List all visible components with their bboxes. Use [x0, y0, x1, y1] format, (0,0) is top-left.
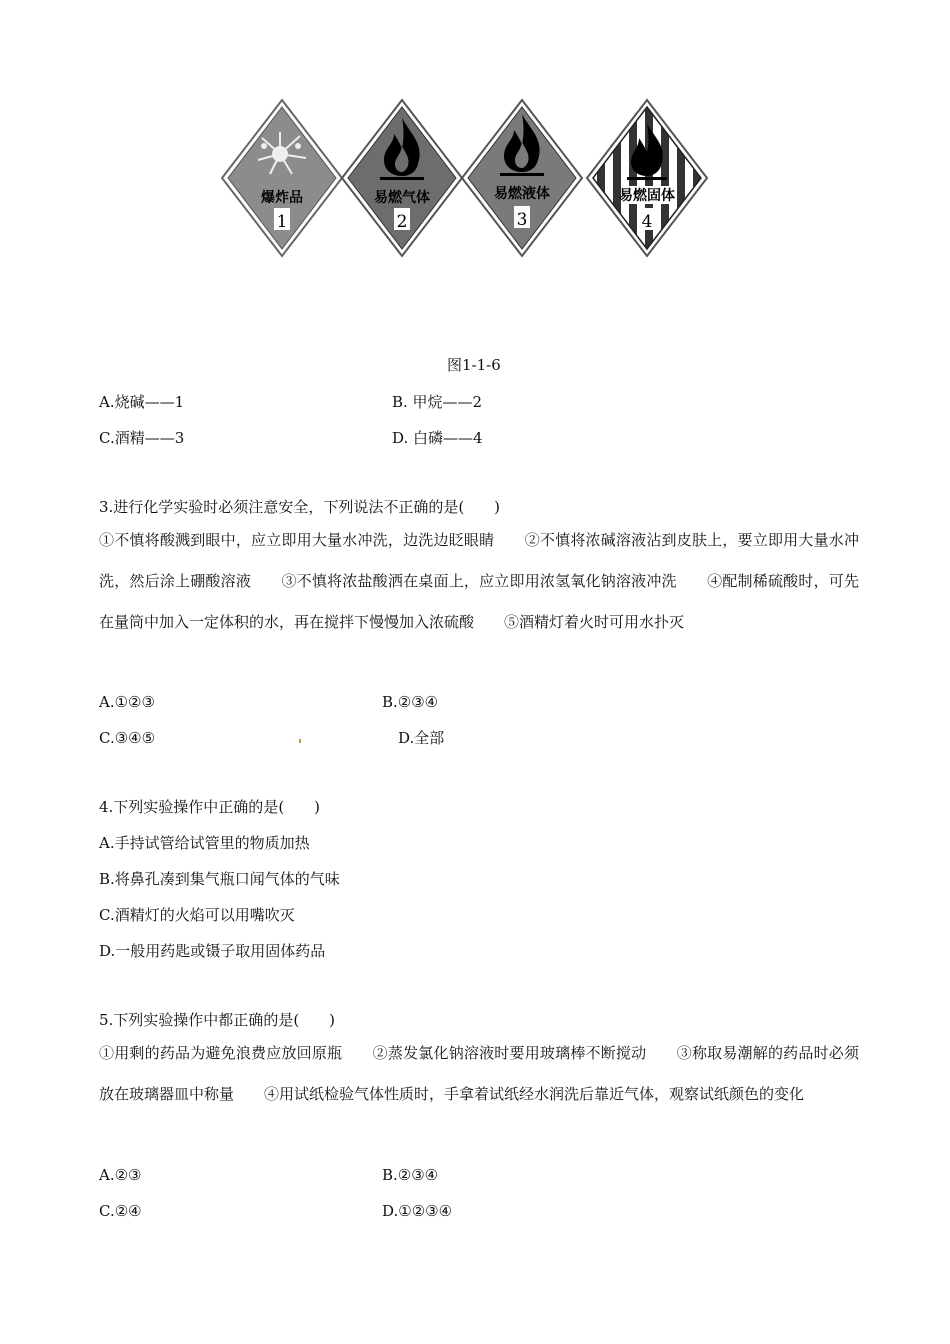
q3-option-a: A.①②③ [99, 693, 155, 711]
q5-body: ①用剩的药品为避免浪费应放回原瓶 ②蒸发氯化钠溶液时要用玻璃棒不断搅动 ③称取易潮解的药品时必须放在玻璃器皿中称量 ④用试纸检验气体性质时，手拿着试纸经水润洗后靠近气体，观察试纸颜色的变化 [99, 1044, 859, 1103]
sign-label: 易燃固体 [619, 188, 675, 204]
sign-label: 爆炸品 [261, 190, 303, 206]
figure-caption: 图1-1-6 [447, 356, 501, 374]
q2-option-b: B. 甲烷——2 [392, 393, 483, 411]
q3-option-d: D.全部 [398, 729, 445, 747]
q5-option-a: A.②③ [99, 1166, 142, 1184]
q4-option-a: A.手持试管给试管里的物质加热 [99, 834, 310, 852]
q4-stem: 4.下列实验操作中正确的是( ) [99, 798, 321, 816]
sign-number: 4 [641, 212, 653, 232]
q3-option-b: B.②③④ [382, 693, 439, 711]
q2-option-c: C.酒精——3 [99, 429, 185, 447]
q5-option-b: B.②③④ [382, 1166, 439, 1184]
q5-option-d: D.①②③④ [382, 1202, 453, 1220]
stray-mark [299, 739, 301, 743]
hazard-sign-explosive [220, 98, 345, 258]
hazard-signs-figure [220, 98, 725, 260]
q4-option-d: D.一般用药匙或镊子取用固体药品 [99, 942, 326, 960]
q2-option-d: D. 白磷——4 [392, 429, 483, 447]
sign-number: 1 [276, 212, 288, 232]
hazard-sign-flammable-solid [585, 98, 710, 258]
q5-option-c: C.②④ [99, 1202, 142, 1220]
sign-label: 易燃液体 [494, 186, 550, 202]
sign-number: 3 [516, 210, 528, 230]
hazard-sign-flammable-liquid [460, 98, 585, 258]
sign-label: 易燃气体 [374, 190, 430, 206]
sign-number: 2 [396, 212, 408, 232]
q3-option-c: C.③④⑤ [99, 729, 156, 747]
q2-option-a: A.烧碱——1 [99, 393, 185, 411]
hazard-sign-flammable-gas [340, 98, 465, 258]
q3-body: ①不慎将酸溅到眼中，应立即用大量水冲洗，边洗边眨眼睛 ②不慎将浓碱溶液沾到皮肤上，要立即用大量水冲洗，然后涂上硼酸溶液 ③不慎将浓盐酸洒在桌面上，应立即用浓氢氧化钠溶液冲洗 ④配制稀硫酸时，可先在量筒中加入一定体积的水，再在搅拌下慢慢加入浓硫酸 ⑤酒精灯着火时可用水扑灭 [99, 531, 859, 631]
q5-stem: 5.下列实验操作中都正确的是( ) [99, 1011, 336, 1029]
q4-option-c: C.酒精灯的火焰可以用嘴吹灭 [99, 906, 295, 924]
q4-option-b: B.将鼻孔凑到集气瓶口闻气体的气味 [99, 870, 340, 888]
q3-stem: 3.进行化学实验时必须注意安全，下列说法不正确的是( ) [99, 498, 501, 516]
